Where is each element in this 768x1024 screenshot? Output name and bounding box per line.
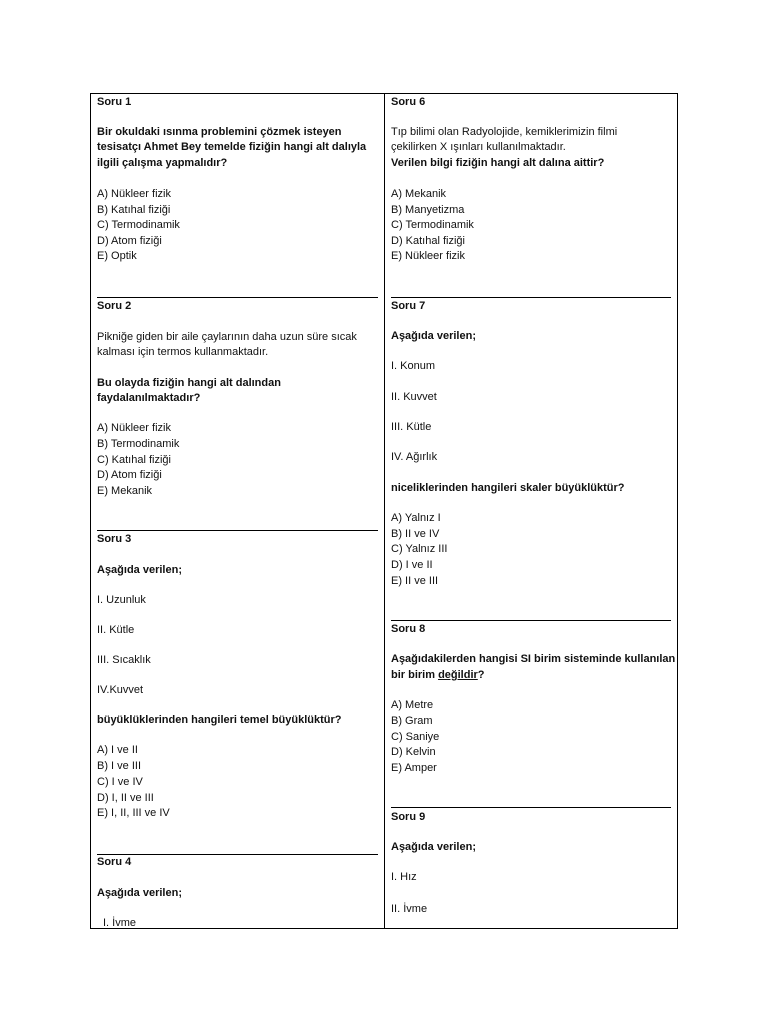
question-lead: Aşağıda verilen; xyxy=(97,564,182,576)
option-d: D) I, II ve III xyxy=(97,792,154,804)
option-d: D) I ve II xyxy=(391,559,433,571)
question-intro-line: çekilirken X ışınları kullanılmaktadır. xyxy=(391,141,566,153)
statement-item: II. Kütle xyxy=(97,624,135,636)
option-e: E) I, II, III ve IV xyxy=(97,807,170,819)
option-a: A) Nükleer fizik xyxy=(97,422,171,434)
question-title: Soru 3 xyxy=(97,533,132,545)
stem-text: ? xyxy=(477,669,485,681)
option-a: A) I ve II xyxy=(97,744,138,756)
option-b: B) Termodinamik xyxy=(97,438,180,450)
question-separator xyxy=(391,297,671,298)
option-b: B) Katıhal fiziği xyxy=(97,204,171,216)
question-lead: Aşağıda verilen; xyxy=(391,841,476,853)
right-column xyxy=(385,94,677,928)
question-title: Soru 9 xyxy=(391,811,426,823)
option-a: A) Metre xyxy=(391,699,434,711)
option-c: C) I ve IV xyxy=(97,776,143,788)
option-b: B) Gram xyxy=(391,715,433,727)
question-intro-line: Pikniğe giden bir aile çaylarının daha uzun süre sıcak xyxy=(97,331,357,343)
question-intro-line: kalması için termos kullanmaktadır. xyxy=(97,346,269,358)
option-b: B) II ve IV xyxy=(391,528,440,540)
option-c: C) Katıhal fiziği xyxy=(97,454,171,466)
option-b: B) I ve III xyxy=(97,760,142,772)
option-c: C) Saniye xyxy=(391,731,440,743)
question-stem: büyüklüklerinden hangileri temel büyüklüktür? xyxy=(97,714,342,726)
question-stem-line: faydalanılmaktadır? xyxy=(97,392,201,404)
left-column xyxy=(91,94,384,928)
question-title: Soru 1 xyxy=(97,96,132,108)
statement-item: II. Kuvvet xyxy=(391,391,437,403)
option-e: E) Mekanik xyxy=(97,485,153,497)
option-e: E) Optik xyxy=(97,250,137,262)
option-b: B) Manyetizma xyxy=(391,204,465,216)
question-separator xyxy=(391,807,671,808)
option-d: D) Kelvin xyxy=(391,746,436,758)
question-lead: Aşağıda verilen; xyxy=(391,330,476,342)
question-stem-line: tesisatçı Ahmet Bey temelde fiziğin hangi alt dalıyla xyxy=(97,141,367,153)
option-c: C) Yalnız III xyxy=(391,543,448,555)
statement-item: III. Kütle xyxy=(391,421,432,433)
statement-item: IV. Ağırlık xyxy=(391,451,438,463)
option-d: D) Atom fiziği xyxy=(97,469,162,481)
statement-item: II. İvme xyxy=(391,903,428,915)
option-e: E) Nükleer fizik xyxy=(391,250,465,262)
option-a: A) Mekanik xyxy=(391,188,447,200)
question-separator xyxy=(97,297,378,298)
question-stem-line xyxy=(391,668,671,684)
statement-item: I. Konum xyxy=(391,360,436,372)
question-lead: Aşağıda verilen; xyxy=(97,887,182,899)
option-e: E) Amper xyxy=(391,762,437,774)
option-a: A) Yalnız I xyxy=(391,512,441,524)
question-stem-line: ilgili çalışma yapmalıdır? xyxy=(97,157,228,169)
question-stem: niceliklerinden hangileri skaler büyüklüktür? xyxy=(391,482,625,494)
option-e: E) II ve III xyxy=(391,575,439,587)
statement-item: I. Hız xyxy=(391,871,417,883)
option-c: C) Termodinamik xyxy=(97,219,180,231)
option-d: D) Katıhal fiziği xyxy=(391,235,465,247)
question-title: Soru 7 xyxy=(391,300,426,312)
question-title: Soru 4 xyxy=(97,856,132,868)
statement-item: IV.Kuvvet xyxy=(97,684,144,696)
option-a: A) Nükleer fizik xyxy=(97,188,171,200)
option-d: D) Atom fiziği xyxy=(97,235,162,247)
question-intro-line: Tıp bilimi olan Radyolojide, kemiklerimizin filmi xyxy=(391,126,618,138)
question-title: Soru 8 xyxy=(391,623,426,635)
option-c: C) Termodinamik xyxy=(391,219,474,231)
question-stem-line: Bir okuldaki ısınma problemini çözmek isteyen xyxy=(97,126,342,138)
question-separator xyxy=(97,530,378,531)
question-stem-line: Aşağıdakilerden hangisi SI birim sisteminde kullanılan xyxy=(391,653,676,665)
question-stem-line: Bu olayda fiziğin hangi alt dalından xyxy=(97,377,281,389)
question-title: Soru 2 xyxy=(97,300,132,312)
statement-item: I. İvme xyxy=(103,917,137,929)
question-stem: Verilen bilgi fiziğin hangi alt dalına aittir? xyxy=(391,157,605,169)
question-sheet xyxy=(90,93,678,929)
statement-item: I. Uzunluk xyxy=(97,594,146,606)
question-separator xyxy=(391,620,671,621)
question-title: Soru 6 xyxy=(391,96,426,108)
emphasis-underline: değildir xyxy=(438,669,478,681)
stem-text: bir birim xyxy=(391,669,439,681)
statement-item: III. Sıcaklık xyxy=(97,654,151,666)
